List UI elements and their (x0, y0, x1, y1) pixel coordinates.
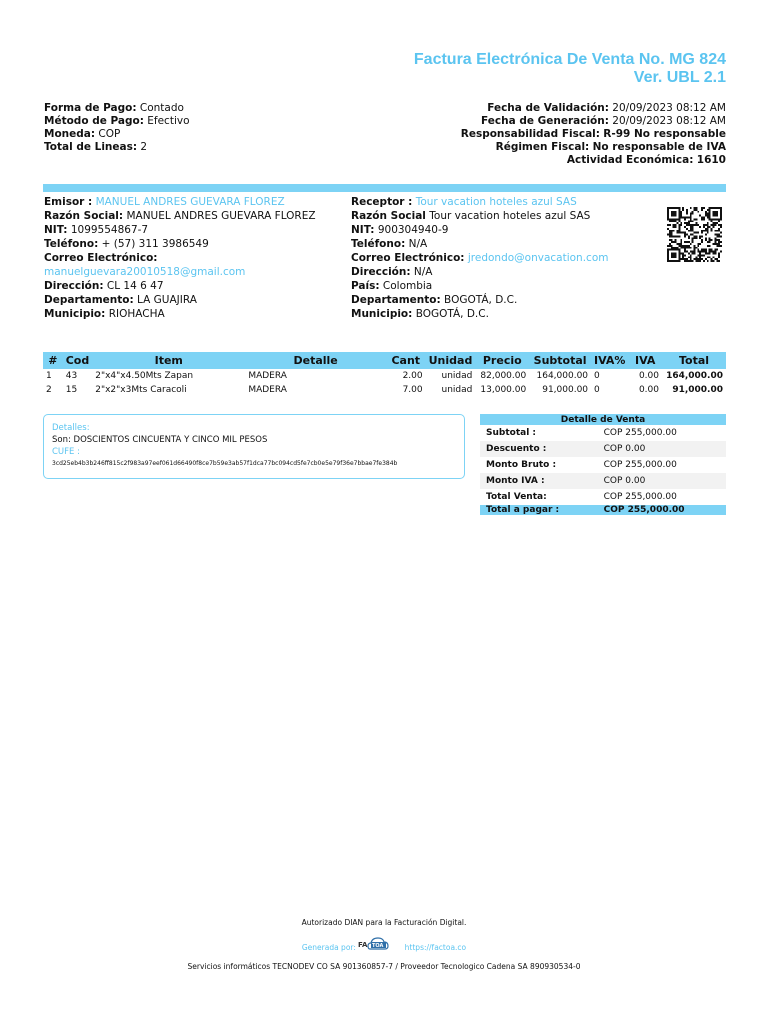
invoice-title: Factura Electrónica De Venta No. MG 824 (413, 51, 726, 68)
col-header: Cant (391, 354, 421, 367)
details-label: Detalles: (52, 423, 90, 433)
footer-generated-by (0, 935, 768, 955)
col-header: Precio (482, 354, 522, 367)
summary-row: Monto Bruto : COP 255,000.00 (486, 460, 677, 470)
fiscal-regime-row: Régimen Fiscal: No responsable de IVA (495, 141, 726, 153)
emisor-email-link[interactable]: manuelguevara20010518@gmail.com (44, 266, 246, 278)
qr-code-icon (667, 207, 722, 262)
invoice-dates-info (461, 102, 726, 167)
col-header: # (48, 354, 58, 367)
validation-date-row: Fecha de Validación: 20/09/2023 08:12 AM (487, 102, 726, 114)
receptor-municipality-row: Municipio: BOGOTÁ, D.C. (351, 308, 489, 320)
generation-date-row: Fecha de Generación: 20/09/2023 08:12 AM (481, 115, 726, 127)
summary-row: Total Venta: COP 255,000.00 (486, 492, 677, 502)
emisor-razon-row: Razón Social: MANUEL ANDRES GUEVARA FLOREZ (44, 210, 316, 222)
section-divider-bar (43, 184, 726, 192)
invoice-title-block (414, 51, 726, 87)
summary-row: Subtotal : COP 255,000.00 (486, 428, 677, 438)
col-header: Subtotal (533, 354, 587, 367)
payment-method-row: Método de Pago: Efectivo (44, 115, 190, 127)
receptor-razon-row: Razón Social Tour vacation hoteles azul SAS (351, 210, 591, 222)
svg-text:FA: FA (358, 941, 368, 949)
col-header: IVA (635, 354, 656, 367)
col-header: Item (154, 354, 183, 367)
factoa-cloud-icon (358, 935, 402, 953)
items-table (43, 352, 726, 397)
emisor-department-row: Departamento: LA GUAJIRA (44, 294, 197, 306)
emisor-title-row: Emisor : MANUEL ANDRES GUEVARA FLOREZ (44, 196, 285, 208)
receptor-name: Tour vacation hoteles azul SAS (415, 196, 577, 208)
receptor-department-row: Departamento: BOGOTÁ, D.C. (351, 294, 518, 306)
currency-row: Moneda: COP (44, 128, 121, 140)
emisor-email-label: Correo Electrónico: (44, 252, 158, 264)
total-lines-row: Total de Lineas: 2 (44, 141, 148, 153)
emisor-address-row: Dirección: CL 14 6 47 (44, 280, 164, 292)
cufe-label: CUFE : (52, 447, 80, 457)
receptor-email-link[interactable]: jredondo@onvacation.com (467, 252, 609, 264)
summary-row: Descuento : COP 0.00 (480, 441, 726, 457)
receptor-title-row: Receptor : Tour vacation hoteles azul SAS (351, 196, 577, 208)
emisor-municipality-row: Municipio: RIOHACHA (44, 308, 165, 320)
emisor-name: MANUEL ANDRES GUEVARA FLOREZ (95, 196, 285, 208)
economic-activity-row: Actividad Económica: 1610 (566, 154, 726, 166)
invoice-version: Ver. UBL 2.1 (633, 69, 726, 86)
factoa-logo (358, 935, 402, 961)
fiscal-responsibility-row: Responsabilidad Fiscal: R-99 No responsable (460, 128, 726, 140)
table-row: 1 43 2"x4"x4.50Mts Zapan MADERA 2.00 unidad 82,000.00 164,000.00 0 0.00 164,000.00 (46, 371, 723, 381)
sale-summary-title: Detalle de Venta (480, 414, 726, 425)
table-row: 2 15 2"x2"x3Mts Caracoli MADERA 7.00 unidad 13,000.00 91,000.00 0 0.00 91,000.00 (46, 385, 723, 395)
receptor-block (351, 195, 651, 321)
generated-by-label: Generada por: (301, 943, 356, 952)
summary-row: Monto IVA : COP 0.00 (480, 473, 726, 489)
col-header: IVA% (594, 354, 626, 367)
amount-in-words: Son: DOSCIENTOS CINCUENTA Y CINCO MIL PESOS (52, 435, 268, 445)
details-box (43, 414, 465, 479)
col-header: Unidad (428, 354, 473, 367)
emisor-block (44, 195, 344, 321)
payment-form-row: Forma de Pago: Contado (44, 102, 184, 114)
receptor-nit-row: NIT: 900304940-9 (351, 224, 449, 236)
footer-providers: Servicios informáticos TECNODEV CO SA 901360857-7 / Proveedor Tecnologico Cadena SA 890930534-0 (187, 962, 581, 971)
col-header: Total (678, 354, 710, 367)
receptor-country-row: País: Colombia (351, 280, 433, 292)
receptor-phone-row: Teléfono: N/A (351, 238, 428, 250)
emisor-phone-row: Teléfono: + (57) 311 3986549 (44, 238, 209, 250)
receptor-email-row: Correo Electrónico: jredondo@onvacation.com (351, 252, 609, 264)
receptor-address-row: Dirección: N/A (351, 266, 433, 278)
col-header: Detalle (293, 354, 338, 367)
svg-text:TOA: TOA (372, 943, 384, 949)
emisor-nit-row: NIT: 1099554867-7 (44, 224, 149, 236)
items-table-header (43, 352, 726, 369)
sale-summary-table (480, 414, 726, 515)
total-to-pay-row: Total a pagar : COP 255,000.00 (480, 505, 726, 515)
cufe-value: 3cd25eb4b3b246ff815c2f983a97eef061d66490f8ce7b59e3ab57f1dca77bc094cd5fe7cb0e5e79f36e7bbae7fe384b (52, 460, 398, 467)
factoa-url-link[interactable]: https://factoa.co (404, 943, 467, 952)
footer-authorization: Autorizado DIAN para la Facturación Digital. (301, 918, 467, 927)
col-header: Cod (65, 354, 90, 367)
payment-info (44, 102, 190, 154)
